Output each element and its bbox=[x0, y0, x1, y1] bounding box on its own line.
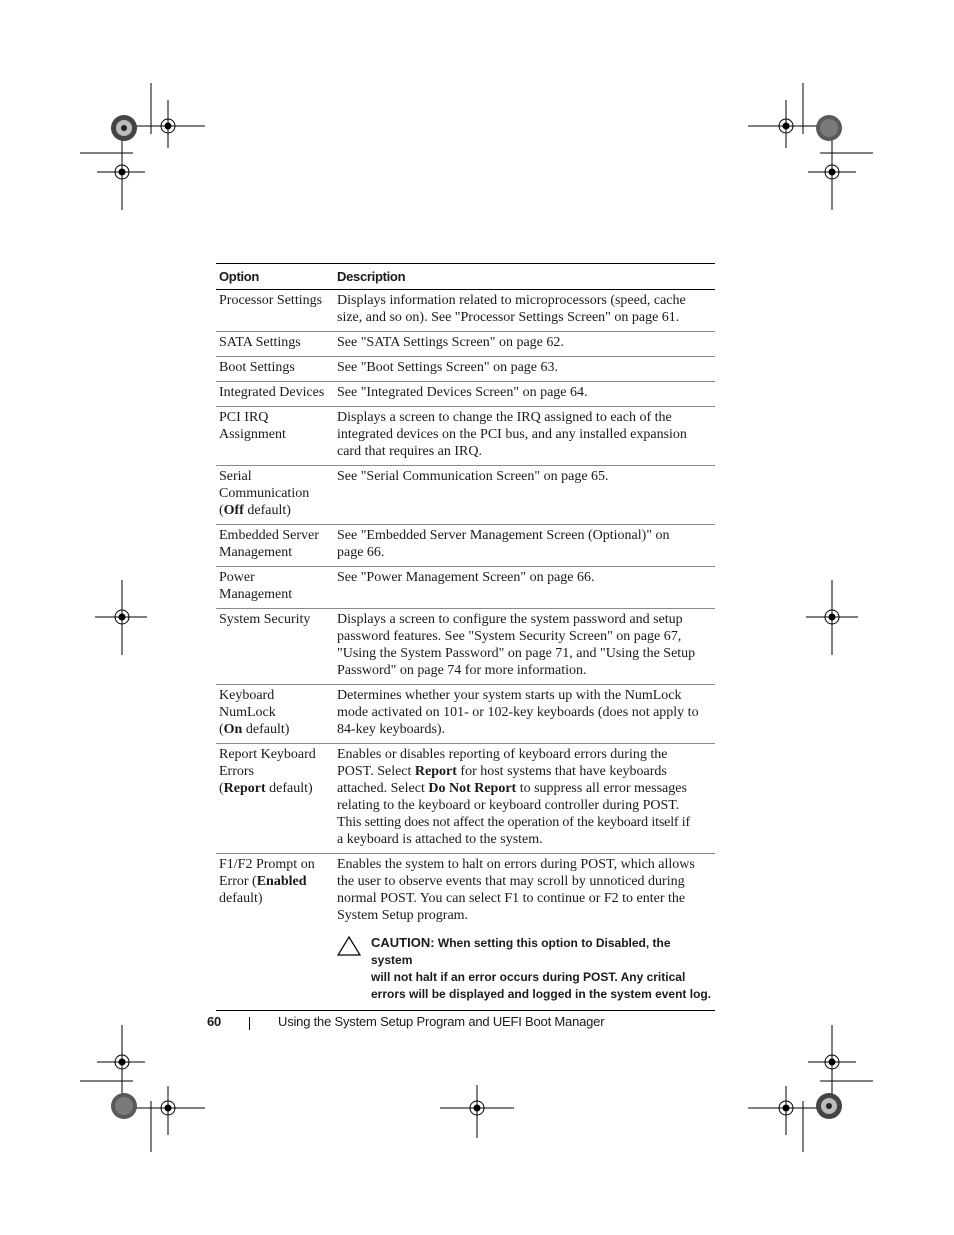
table-row bbox=[216, 525, 715, 567]
default-note: (Off default) bbox=[219, 503, 291, 518]
default-note: (On default) bbox=[219, 722, 290, 737]
option-cell: SATA Settings bbox=[219, 335, 301, 350]
description-cell: Enables the system to halt on errors during POST, which allows the user to observe events that may scroll by unnoticed during normal POST. You can select F1 to continue or F2 to enter the System Setup program. CAUTION: When setting this option to Disabled, the system will not halt if an error occurs during POST. Any critical errors will be displayed and logged in the system event log. bbox=[333, 856, 715, 1005]
description-cell: See "Serial Communication Screen" on page 65. bbox=[337, 469, 609, 484]
table-row bbox=[216, 854, 715, 1011]
table-row bbox=[216, 685, 715, 744]
option-cell: System Security bbox=[219, 612, 311, 627]
table-row bbox=[216, 332, 715, 357]
setup-options-table bbox=[216, 263, 715, 1011]
description-cell: See "Embedded Server Management Screen (Optional)" on page 66. bbox=[337, 528, 670, 560]
table-row bbox=[216, 567, 715, 609]
header-description: Description bbox=[337, 269, 406, 284]
default-note: (Report default) bbox=[219, 781, 313, 796]
option-cell: F1/F2 Prompt on Error (Enabled default) bbox=[219, 857, 315, 906]
option-cell: Boot Settings bbox=[219, 360, 295, 375]
header-option: Option bbox=[219, 269, 260, 284]
table-row bbox=[216, 290, 715, 332]
option-cell: Serial Communication (Off default) bbox=[216, 468, 333, 519]
option-cell: Processor Settings bbox=[219, 293, 323, 308]
option-cell: PCI IRQ Assignment bbox=[219, 410, 286, 442]
table-row bbox=[216, 466, 715, 525]
description-cell: Displays information related to microprocessors (speed, cache size, and so on). See "Processor Settings Screen" on page 61. bbox=[337, 293, 686, 325]
table-row bbox=[216, 744, 715, 854]
footer-title: Using the System Setup Program and UEFI Boot Manager bbox=[278, 1014, 605, 1029]
option-cell: Keyboard NumLock (On default) bbox=[216, 687, 333, 738]
caution-note: CAUTION: When setting this option to Disabled, the system will not halt if an error occurs during POST. Any critical errors will be displayed and logged in the system event log. bbox=[337, 934, 715, 1003]
option-cell: Embedded Server Management bbox=[219, 528, 319, 560]
table-row bbox=[216, 382, 715, 407]
table-row bbox=[216, 357, 715, 382]
footer-divider bbox=[249, 1017, 250, 1030]
option-cell: Report Keyboard Errors (Report default) bbox=[216, 746, 333, 848]
description-cell: Enables or disables reporting of keyboard errors during the POST. Select Report for host systems that have keyboards attached. Select Do Not Report to suppress all error messages relating to the keyboard or keyboard controller during POST. This setting does not affect the operation of the keyboard itself if a keyboard is attached to the system. bbox=[337, 747, 691, 847]
caution-label: CAUTION: bbox=[371, 935, 435, 950]
description-cell: Displays a screen to change the IRQ assigned to each of the integrated devices on the PCI bus, and any installed expansion card that requires an IRQ. bbox=[337, 410, 687, 459]
description-cell: Determines whether your system starts up with the NumLock mode activated on 101- or 102-key keyboards (does not apply to 84-key keyboards). bbox=[337, 688, 699, 737]
description-cell: See "Integrated Devices Screen" on page 64. bbox=[337, 385, 588, 400]
page-number: 60 bbox=[207, 1014, 222, 1029]
option-cell: Power Management bbox=[219, 570, 293, 602]
option-cell: Integrated Devices bbox=[219, 385, 325, 400]
description-cell: See "SATA Settings Screen" on page 62. bbox=[337, 335, 564, 350]
caution-triangle-icon bbox=[337, 934, 371, 1003]
table-header bbox=[216, 264, 715, 290]
table-row bbox=[216, 609, 715, 685]
description-cell: Displays a screen to configure the system password and setup password features. See "System Security Screen" on page 67, "Using the System Password" on page 71, and "Using the Setup Password" on page 74 for more information. bbox=[337, 612, 696, 678]
description-cell: See "Power Management Screen" on page 66. bbox=[337, 570, 595, 585]
description-cell: See "Boot Settings Screen" on page 63. bbox=[337, 360, 559, 375]
table-row bbox=[216, 407, 715, 466]
